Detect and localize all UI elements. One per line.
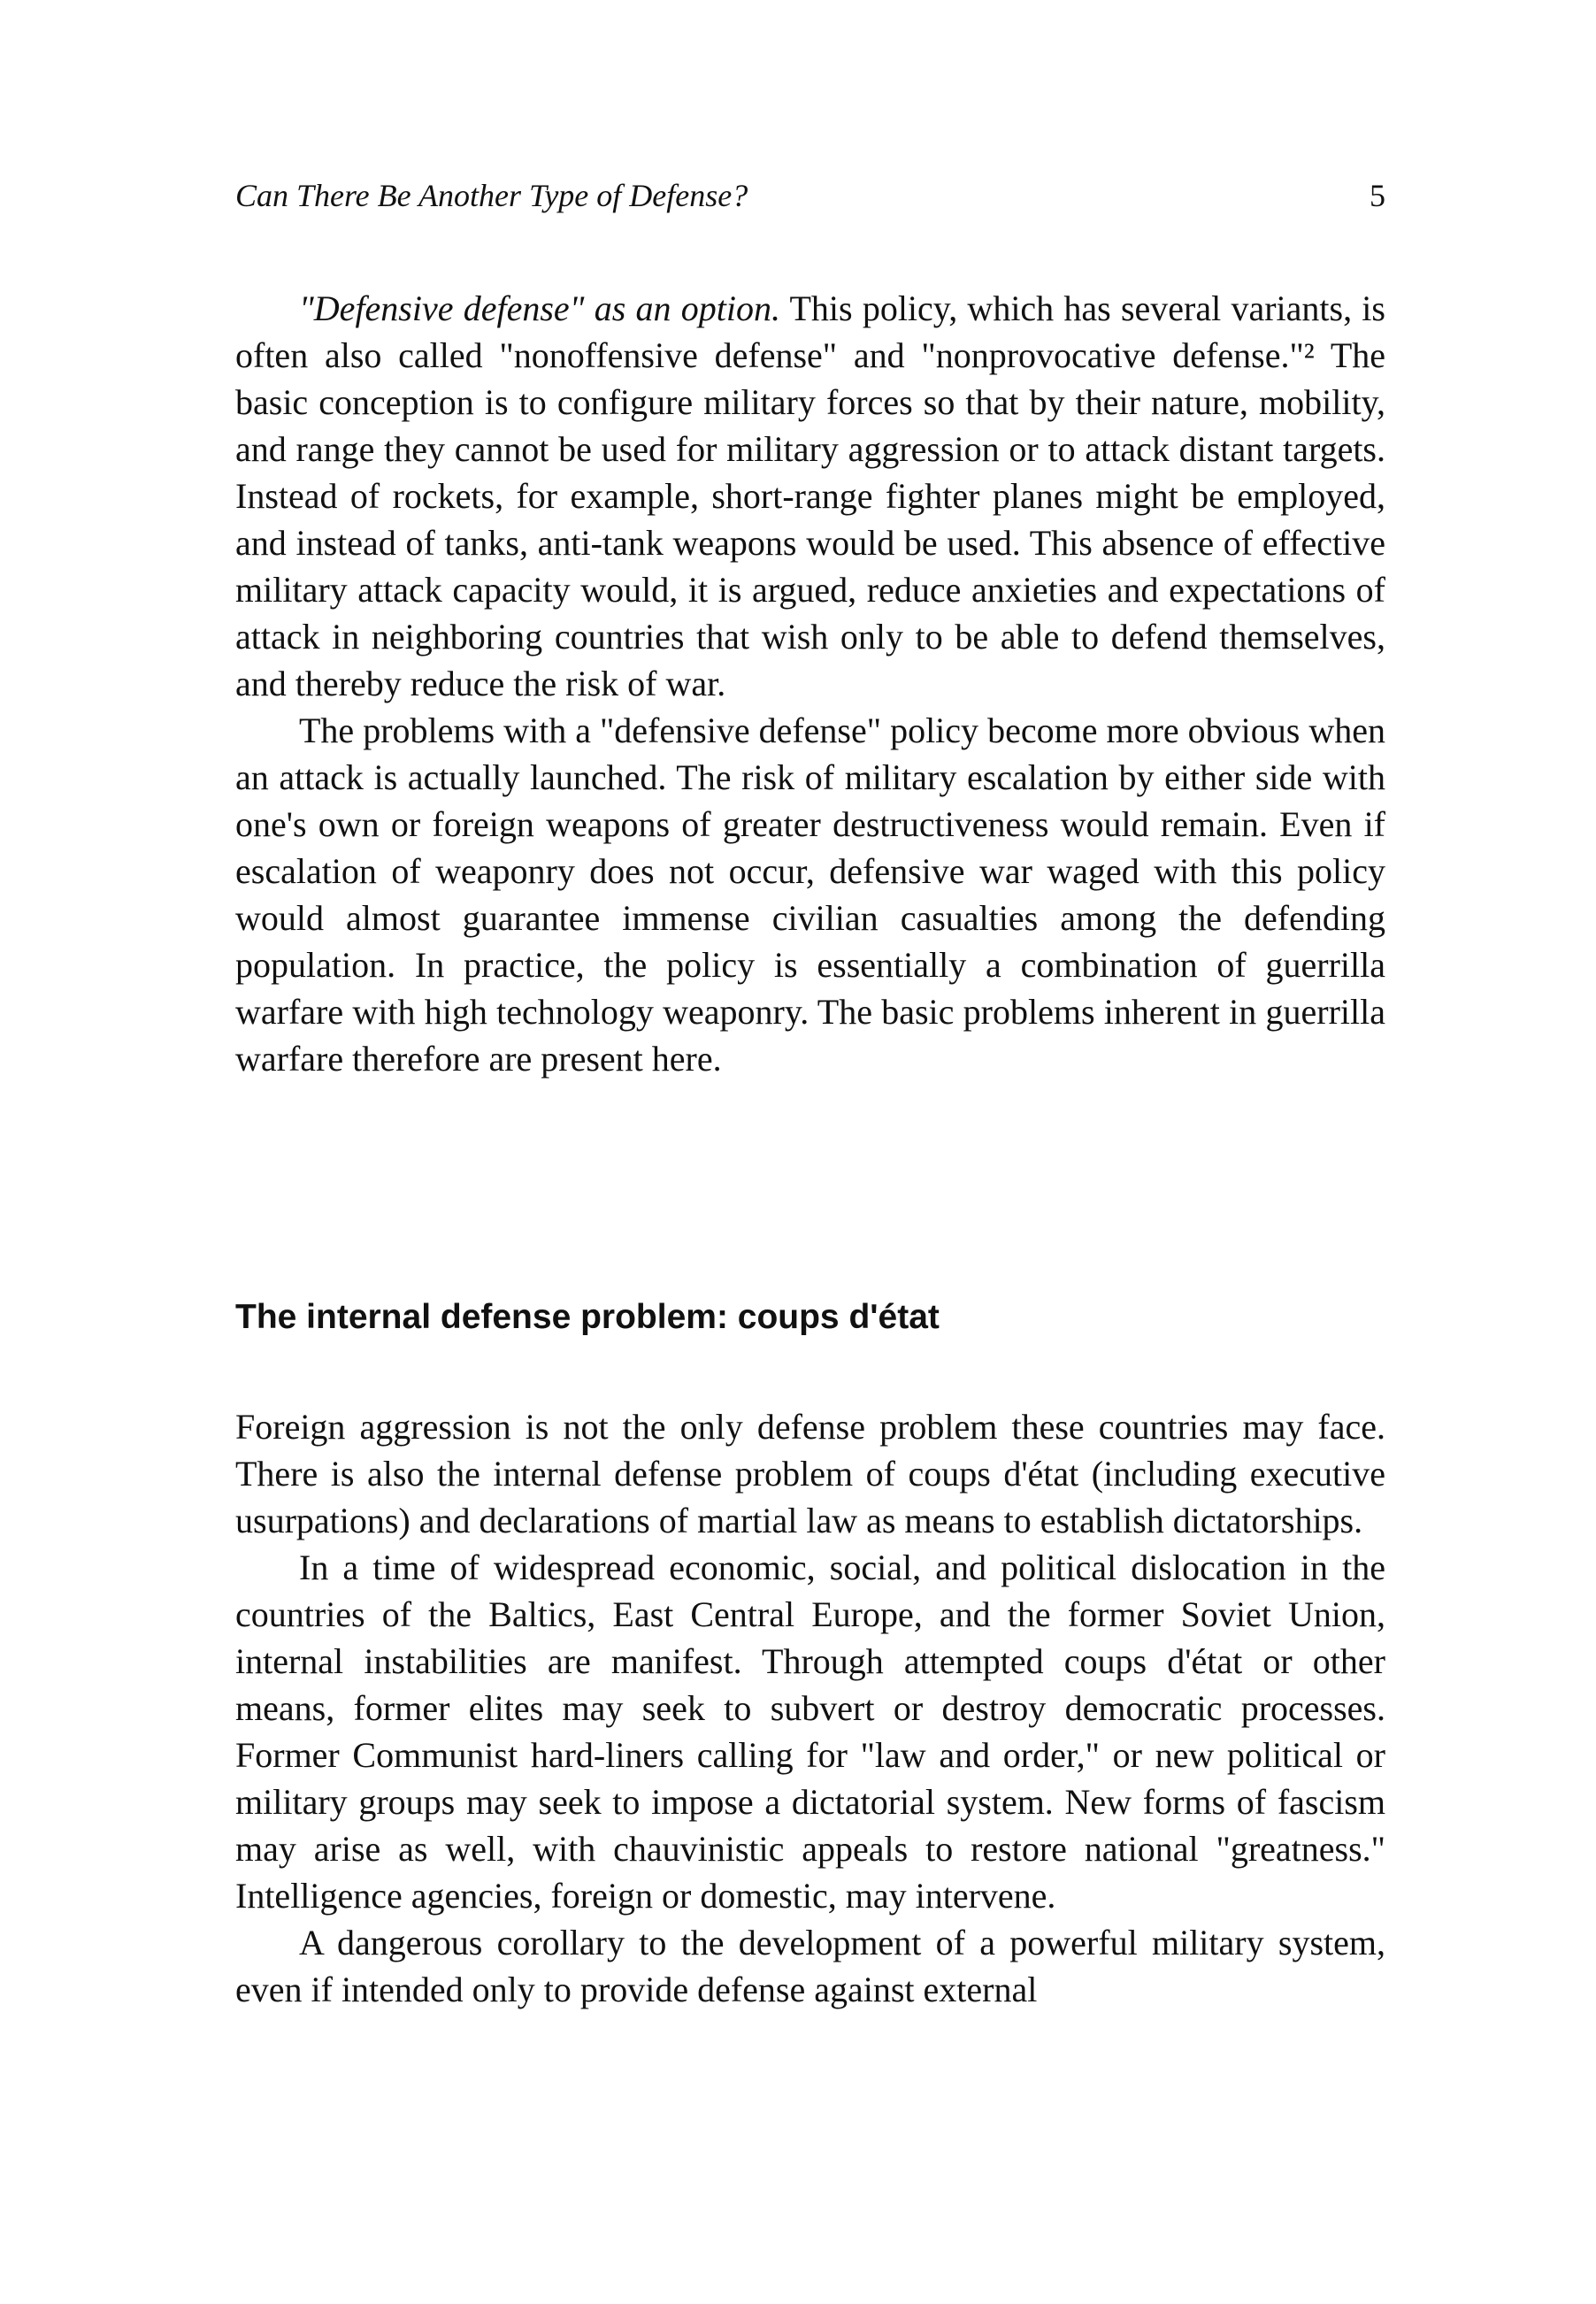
paragraph: A dangerous corollary to the development of a powerful military system, even if intended only to provide defense against external	[235, 1923, 1385, 2009]
paragraph: Foreign aggression is not the only defense problem these countries may face. There is also the internal defense problem of coups d'état (including executive usurpations) and declarations of martial law as means to establish dictatorships.	[235, 1407, 1385, 1540]
paragraph: The problems with a "defensive defense" policy become more obvious when an attack is actually launched. The risk of military escalation by either side with one's own or foreign weapons of greater destructiveness would remain. Even if escalation of weaponry does not occur, defensive war waged with this policy would almost guarantee immense civilian casualties among the defending population. In practice, the policy is essentially a combination of guerrilla warfare with high technology weaponry. The basic problems inherent in guerrilla warfare therefore are present here.	[235, 710, 1385, 1079]
running-head	[235, 173, 1385, 218]
running-title: Can There Be Another Type of Defense?	[235, 178, 748, 213]
section-defensive-defense	[235, 285, 1385, 1082]
run-in-heading: "Defensive defense" as an option.	[299, 288, 780, 328]
paragraph-text: This policy, which has several variants, is often also called "nonoffensive defense" and "nonprovocative defense."² The basic conception is to configure military forces so that by their nature, mobility, and range they cannot be used for military aggression or to attack distant targets. Instead of rockets, for example, short-range fighter planes might be employed, and instead of tanks, anti-tank weapons would be used. This absence of effective military attack capacity would, it is argued, reduce anxieties and expectations of attack in neighboring countries that wish only to be able to defend themselves, and thereby reduce the risk of war.	[235, 288, 1385, 703]
page-number: 5	[1370, 178, 1385, 213]
paragraph: In a time of widespread economic, social, and political dislocation in the countries of the Baltics, East Central Europe, and the former Soviet Union, internal instabilities are manifest. Through attempted coups d'état or other means, former elites may seek to subvert or destroy democratic processes. Former Communist hard-liners calling for "law and order," or new political or military groups may seek to impose a dictatorial system. New forms of fascism may arise as well, with chauvinistic appeals to restore national "greatness." Intelligence agencies, foreign or domestic, may intervene.	[235, 1548, 1385, 1916]
section-internal-defense	[235, 1403, 1385, 2013]
paragraph	[235, 285, 1385, 707]
section-heading: The internal defense problem: coups d'état	[235, 1298, 940, 1336]
